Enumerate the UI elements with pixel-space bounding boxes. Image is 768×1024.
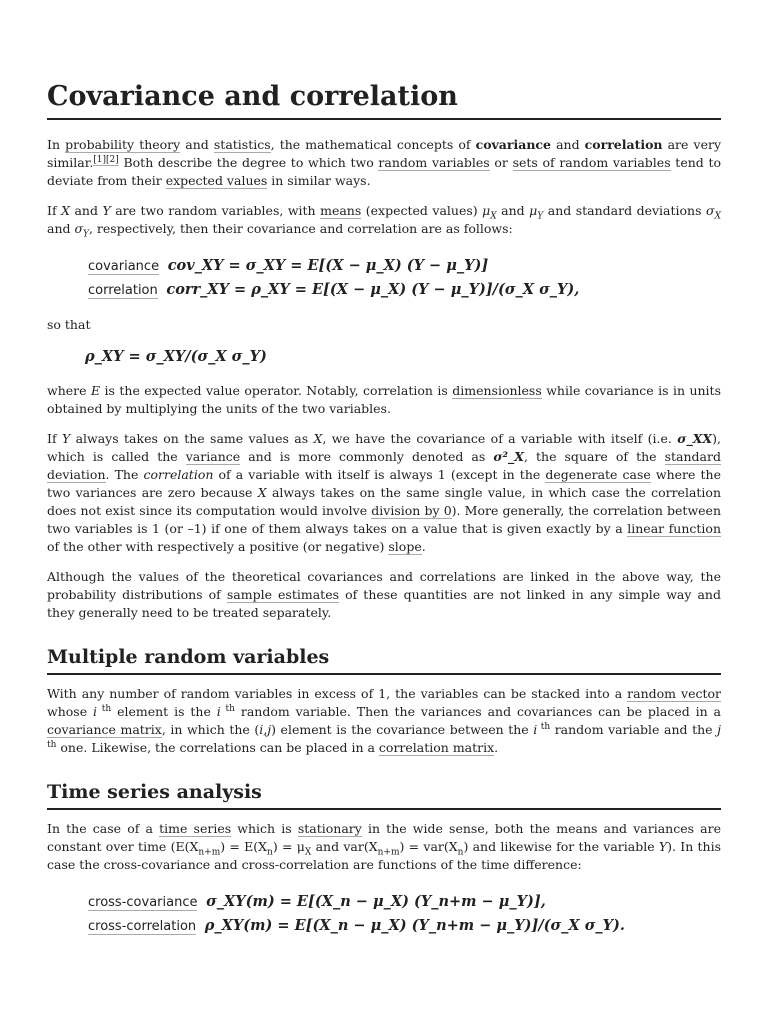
link-standard-deviation[interactable]: standard deviation [47, 449, 721, 482]
definitions-paragraph: If X and Y are two random variables, with means (expected values) $\mu_X$ and $\mu_Y$ and standard deviations $\sigma_X$ and $\sigma_Y$, respectively, then their covariance and correlation are as follows: [47, 203, 721, 240]
link-probability-theory[interactable]: probability theory [65, 137, 181, 152]
link-random-vector[interactable]: random vector [627, 686, 721, 701]
link-linear-function[interactable]: linear function [627, 521, 721, 536]
cross-covariance-formula: σ_XY(m) = E[(X_n − μ_X) (Y_n+m − μ_Y)], [206, 893, 546, 910]
link-correlation[interactable]: correlation [88, 283, 158, 298]
link-cross-correlation[interactable]: cross-correlation [88, 919, 197, 934]
multiple-variables-paragraph: With any number of random variables in excess of 1, the variables can be stacked into a random vector whose i $^{th}$ element is the i $^{th}$ random variable. Then the variances and covariances can be placed in a covariance matrix, in which the (i,j) element is the covariance between the i $^{th}$ random variable and the j $^{th}$ one. Likewise, the correlations can be placed in a correlation matrix. [47, 686, 722, 755]
covariance-formula: cov_XY = σ_XY = E[(X − μ_X) (Y − μ_Y)] [167, 257, 489, 274]
heading-time-series-analysis: Time series analysis [47, 779, 721, 810]
link-expected-values[interactable]: expected values [165, 173, 268, 188]
heading-multiple-random-variables: Multiple random variables [47, 644, 721, 675]
link-correlation-matrix[interactable]: correlation matrix [378, 740, 495, 755]
operator-paragraph: where E is the expected value operator. Notably, correlation is dimensionless while covariance is in units obtained by multiplying the units of the two variables. [47, 383, 721, 416]
intro-paragraph: In probability theory and statistics, the mathematical concepts of covariance and correlation are very similar.[1][2] Both describe the degree to which two random variables or sets of random variables tend to deviate from their expected values in similar ways. [47, 137, 722, 188]
variance-paragraph: If Y always takes on the same values as X, we have the covariance of a variable with itself (i.e. σ_XX), which is called the variance and is more commonly denoted as σ²_X, the square of the standard deviation. The correlation of a variable with itself is always 1 (except in the degenerate case where the two variances are zero because X always takes on the same single value, in which case the correlation does not exist since its computation would involve division by 0). More generally, the correlation between two variables is 1 (or –1) if one of them always takes on a value that is given exactly by a linear function of the other with respectively a positive (or negative) slope. [47, 431, 722, 554]
link-division-by-0[interactable]: division by 0 [371, 503, 452, 518]
time-series-paragraph: In the case of a time series which is stationary in the wide sense, both the means and variances are constant over time ($E(X_{n+m}) = E(X_n) = \mu_X$ and $var(X_{n+m}) = var(X_n)$ and likewise for the variable Y). In this case the cross-covariance and cross-correlation are functions of the time difference: [47, 821, 722, 872]
link-covariance[interactable]: covariance [88, 259, 160, 274]
link-time-series[interactable]: time series [159, 821, 232, 836]
link-statistics[interactable]: statistics [213, 137, 271, 152]
link-dimensionless[interactable]: dimensionless [452, 383, 542, 398]
formula-row-cross-correlation [88, 914, 721, 938]
formula-row-correlation [88, 278, 721, 302]
link-cross-covariance[interactable]: cross-covariance [88, 895, 198, 910]
link-sets-of-random-variables[interactable]: sets of random variables [512, 155, 671, 170]
rho-formula: ρ_XY = σ_XY/(σ_X σ_Y) [85, 348, 267, 365]
link-means[interactable]: means [320, 203, 362, 218]
link-random-variables[interactable]: random variables [378, 155, 490, 170]
link-covariance-matrix[interactable]: covariance matrix [47, 722, 162, 737]
link-slope[interactable]: slope [388, 539, 422, 554]
link-variance[interactable]: variance [185, 449, 241, 464]
sample-estimates-paragraph: Although the values of the theoretical covariances and correlations are linked in the above way, the probability distributions of sample estimates of these quantities are not linked in any simple way and they generally need to be treated separately. [47, 569, 721, 620]
reference-link[interactable]: [1][2] [93, 154, 119, 165]
formula-row-covariance [88, 254, 721, 278]
cross-correlation-formula: ρ_XY(m) = E[(X_n − μ_X) (Y_n+m − μ_Y)]/(σ_X σ_Y). [204, 917, 625, 934]
link-degenerate-case[interactable]: degenerate case [545, 467, 651, 482]
so-that-text: so that [47, 317, 91, 332]
page-title: Covariance and correlation [47, 0, 721, 120]
correlation-formula: corr_XY = ρ_XY = E[(X − μ_X) (Y − μ_Y)]/(σ_X σ_Y), [166, 281, 580, 298]
formula-row-cross-covariance [88, 890, 721, 914]
link-sample-estimates[interactable]: sample estimates [226, 587, 340, 602]
link-stationary[interactable]: stationary [297, 821, 362, 836]
formula-cov-corr [88, 254, 721, 302]
formula-cross [88, 890, 721, 938]
